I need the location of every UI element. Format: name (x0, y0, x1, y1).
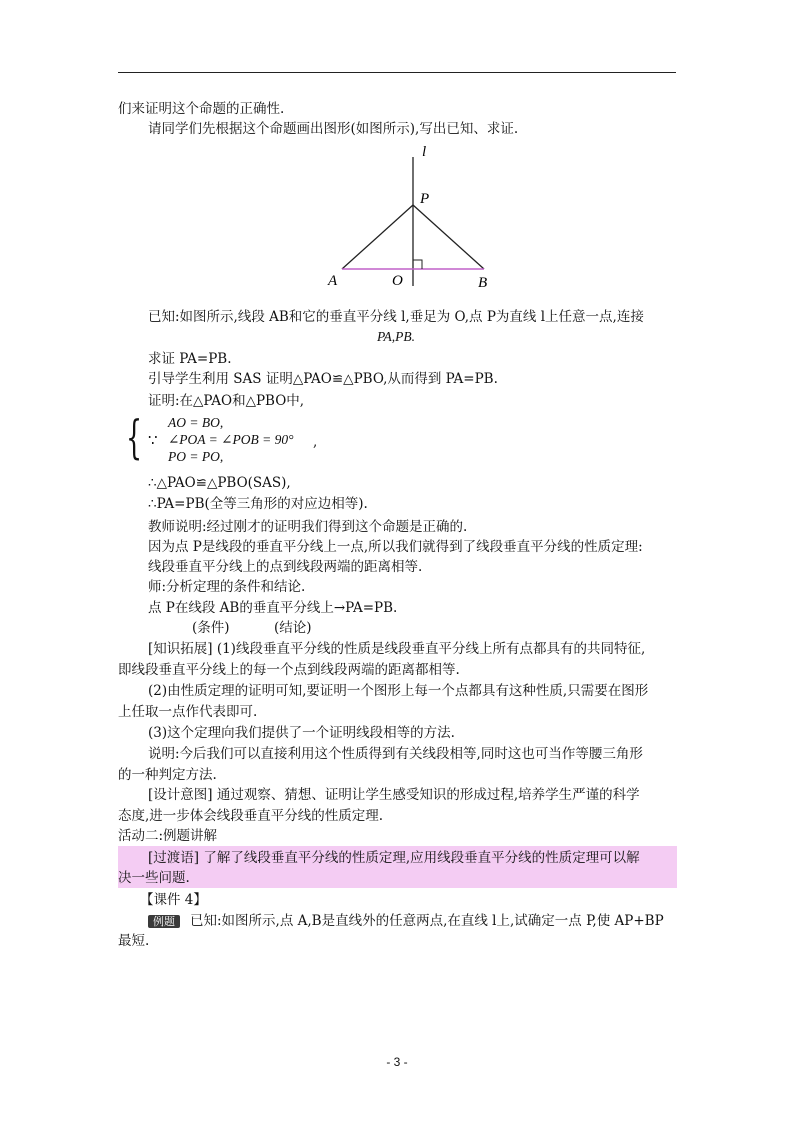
given-line-1: 已知:如图所示,线段 AB和它的垂直平分线 l,垂足为 O,点 P为直线 l上任意一点,连接 (148, 309, 644, 325)
proof-intro: 证明:在△PAO和△PBO中, (148, 393, 305, 409)
teacher-line-2: 因为点 P是线段的垂直平分线上一点,所以我们就得到了线段垂直平分线的性质定理: (148, 539, 643, 555)
extension-line-6: 说明:今后我们可以直接利用这个性质得到有关线段相等,同时这也可当作等腰三角形 (148, 746, 643, 762)
example-line-2: 最短. (118, 933, 150, 949)
intro-line-1: 们来证明这个命题的正确性. (118, 101, 285, 117)
perpendicular-bisector-figure (320, 140, 510, 292)
right-angle-mark (413, 260, 422, 269)
courseware-label: 【课件 4】 (140, 892, 207, 908)
transition-line-1: [过渡语] 了解了线段垂直平分线的性质定理,应用线段垂直平分线的性质定理可以解 (148, 850, 640, 866)
header-rule (118, 72, 676, 73)
page-number: - 3 - (386, 1055, 408, 1069)
extension-line-3: (2)由性质定理的证明可知,要证明一个图形上每一个点都具有这种性质,只需要在图形 (148, 683, 649, 699)
proof-condition-2: ∠POA = ∠POB = 90° (168, 432, 294, 447)
segment-pa (342, 205, 413, 269)
transition-line-2: 决一些问题. (118, 870, 190, 886)
extension-line-7: 的一种判定方法. (118, 767, 217, 783)
condition-label: (条件) (192, 620, 230, 636)
example-text: 已知:如图所示,点 A,B是直线外的任意两点,在直线 l上,试确定一点 P,使 AP+BP (190, 913, 664, 929)
design-line-2: 态度,进一步体会线段垂直平分线的性质定理. (118, 808, 384, 824)
label-a: A (328, 273, 338, 289)
label-p: P (420, 191, 430, 207)
design-line-1: [设计意图] 通过观察、猜想、证明让学生感受知识的形成过程,培养学生严谨的科学 (148, 787, 640, 803)
because-symbol: ∵ (148, 431, 158, 449)
teacher-line-1: 教师说明:经过刚才的证明我们得到这个命题是正确的. (148, 519, 468, 535)
extension-line-1: [知识拓展] (1)线段垂直平分线的性质是线段垂直平分线上所有点都具有的共同特征, (148, 641, 646, 657)
prove-statement: 求证 PA=PB. (148, 351, 232, 367)
proof-conclusion-2: ∴PA=PB(全等三角形的对应边相等). (148, 496, 368, 512)
label-o: O (392, 273, 403, 289)
proof-condition-2-tail: , (313, 434, 318, 450)
proof-condition-1: AO = BO, (168, 415, 224, 430)
extension-line-5: (3)这个定理向我们提供了一个证明线段相等的方法. (148, 725, 455, 741)
activity-heading: 活动二:例题讲解 (118, 828, 218, 844)
example-badge: 例题 (148, 915, 180, 928)
conclusion-label: (结论) (274, 620, 312, 636)
example-line-1 (148, 912, 664, 930)
proof-condition-3: PO = PO, (168, 449, 224, 464)
extension-line-2: 即线段垂直平分线上的每一个点到线段两端的距离都相等. (118, 662, 460, 678)
teacher-line-3: 线段垂直平分线上的点到线段两端的距离相等. (148, 559, 423, 575)
segment-pb (413, 205, 484, 269)
proof-conclusion-1: ∴△PAO≌△PBO(SAS), (148, 475, 291, 491)
guide-line: 引导学生利用 SAS 证明△PAO≌△PBO,从而得到 PA=PB. (148, 371, 498, 387)
teacher-line-4: 师:分析定理的条件和结论. (148, 579, 306, 595)
teacher-line-5: 点 P在线段 AB的垂直平分线上→PA=PB. (148, 600, 398, 616)
intro-line-2: 请同学们先根据这个命题画出图形(如图所示),写出已知、求证. (148, 121, 519, 137)
extension-line-4: 上任取一点作代表即可. (118, 704, 258, 720)
given-line-2: PA,PB. (377, 329, 415, 344)
label-l: l (422, 144, 427, 160)
label-b: B (478, 275, 488, 291)
proof-brace: { (126, 410, 143, 464)
